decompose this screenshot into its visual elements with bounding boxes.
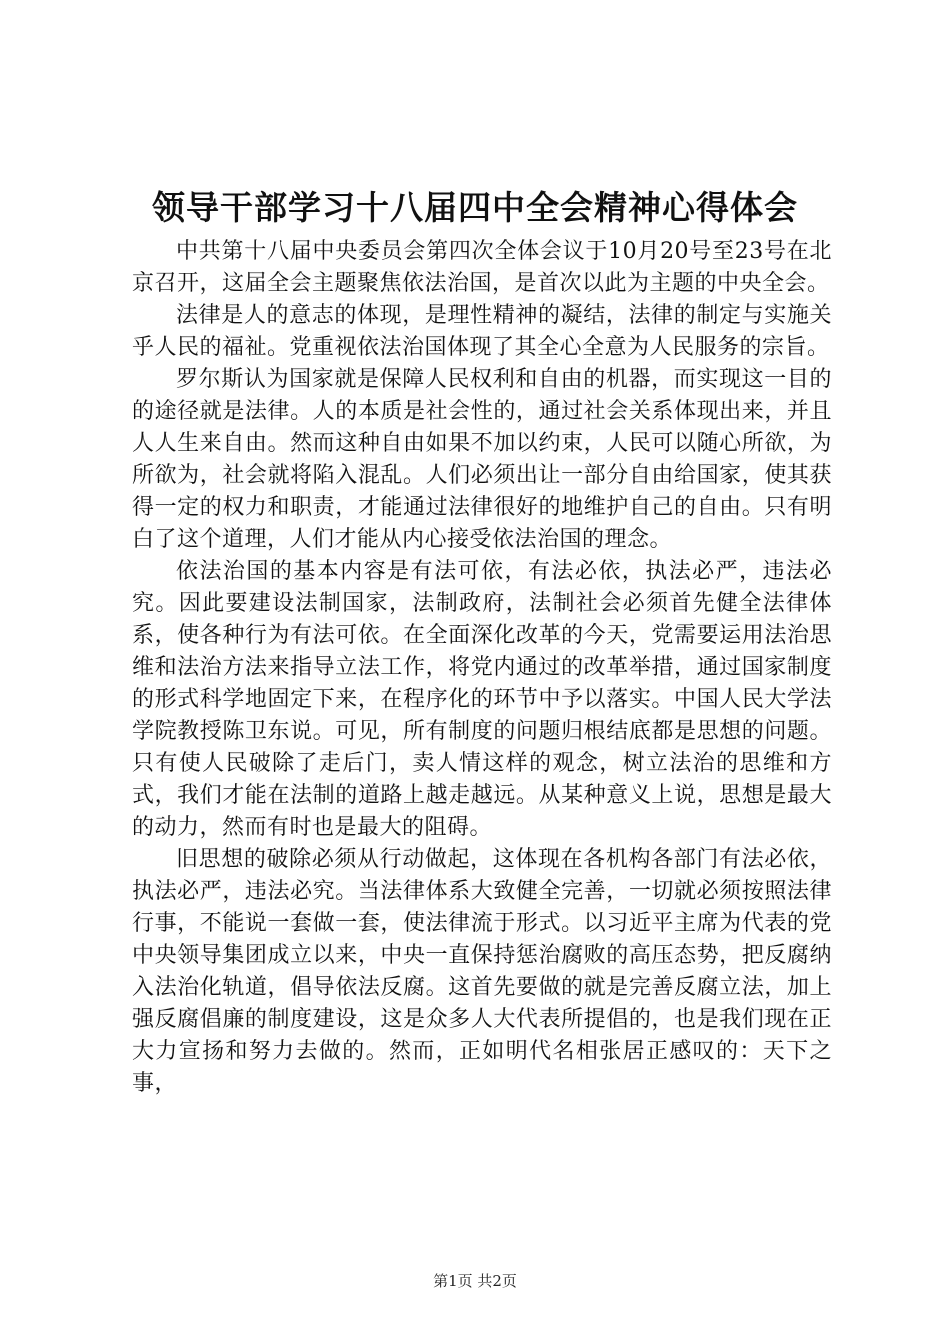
paragraph: 中共第十八届中央委员会第四次全体会议于10月20号至23号在北京召开，这届全会主题聚焦依法治国，是首次以此为主题的中央全会。: [132, 239, 832, 296]
paragraph: 罗尔斯认为国家就是保障人民权利和自由的机器，而实现这一目的的途径就是法律。人的本质是社会性的，通过社会关系体现出来，并且人人生来自由。然而这种自由如果不加以约束，人民可以随心所欲，为所欲为，社会就将陷入混乱。人们必须出让一部分自由给国家，使其获得一定的权力和职责，才能通过法律很好的地维护自己的自由。只有明白了这个道理，人们才能从内心接受依法治国的理念。: [132, 367, 832, 552]
document-body: [132, 236, 832, 1100]
paragraph: 旧思想的破除必须从行动做起，这体现在各机构各部门有法必依，执法必严，违法必究。当法律体系大致健全完善，一切就必须按照法律行事，不能说一套做一套，使法律流于形式。以习近平主席为代表的党中央领导集团成立以来，中央一直保持惩治腐败的高压态势，把反腐纳入法治化轨道，倡导依法反腐。这首先要做的就是完善反腐立法，加上强反腐倡廉的制度建设，这是众多人大代表所提倡的，也是我们现在正大力宣扬和努力去做的。然而，正如明代名相张居正感叹的：天下之事，: [132, 847, 832, 1096]
page-footer: 第1页 共2页: [433, 1272, 517, 1290]
document-title: 领导干部学习十八届四中全会精神心得体会: [152, 188, 798, 227]
paragraph: 法律是人的意志的体现，是理性精神的凝结，法律的制定与实施关乎人民的福祉。党重视依法治国体现了其全心全意为人民服务的宗旨。: [132, 303, 832, 360]
paragraph: 依法治国的基本内容是有法可依，有法必依，执法必严，违法必究。因此要建设法制国家，法制政府，法制社会必须首先健全法律体系，使各种行为有法可依。在全面深化改革的今天，党需要运用法治思维和法治方法来指导立法工作，将党内通过的改革举措，通过国家制度的形式科学地固定下来，在程序化的环节中予以落实。中国人民大学法学院教授陈卫东说。可见，所有制度的问题归根结底都是思想的问题。只有使人民破除了走后门，卖人情这样的观念，树立法治的思维和方式，我们才能在法制的道路上越走越远。从某种意义上说，思想是最大的动力，然而有时也是最大的阻碍。: [132, 559, 832, 840]
